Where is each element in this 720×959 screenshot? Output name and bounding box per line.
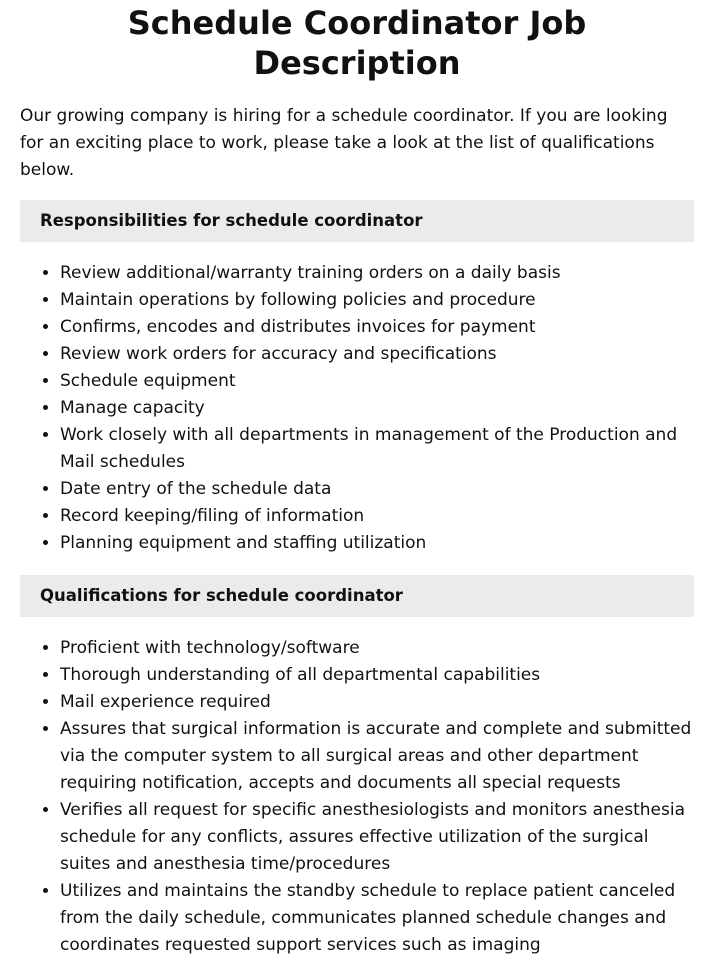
list-item: • Review additional/warranty training orders on a daily basis bbox=[60, 260, 694, 287]
list-item: • Work closely with all departments in management of the Production and Mail schedules bbox=[60, 422, 694, 476]
responsibilities-list bbox=[20, 260, 694, 557]
list-item: • Verifies all request for specific anesthesiologists and monitors anesthesia schedule for any conflicts, assures effective utilization of the surgical suites and anesthesia time/procedures bbox=[60, 797, 694, 878]
list-item: • Mail experience required bbox=[60, 689, 694, 716]
list-item: • Thorough understanding of all departmental capabilities bbox=[60, 662, 694, 689]
list-item: • Maintain operations by following policies and procedure bbox=[60, 287, 694, 314]
list-item: • Confirms, encodes and distributes invoices for payment bbox=[60, 314, 694, 341]
list-item: • Planning equipment and staffing utilization bbox=[60, 530, 694, 557]
responsibilities-heading: Responsibilities for schedule coordinator bbox=[20, 200, 694, 242]
list-item: • Assures that surgical information is accurate and complete and submitted via the computer system to all surgical areas and other department requiring notification, accepts and documents all special requests bbox=[60, 716, 694, 797]
page-title: Schedule Coordinator Job Description bbox=[127, 4, 587, 82]
list-item: • Date entry of the schedule data bbox=[60, 476, 694, 503]
list-item: • Manage capacity bbox=[60, 395, 694, 422]
list-item: • Record keeping/filing of information bbox=[60, 503, 694, 530]
intro-paragraph: Our growing company is hiring for a schedule coordinator. If you are looking for an exciting place to work, please take a look at the list of qualifications below. bbox=[20, 106, 668, 180]
list-item: • Schedule equipment bbox=[60, 368, 694, 395]
qualifications-heading: Qualifications for schedule coordinator bbox=[20, 575, 694, 617]
list-item: • Proficient with technology/software bbox=[60, 635, 694, 662]
qualifications-list bbox=[20, 635, 694, 959]
list-item: • Utilizes and maintains the standby schedule to replace patient canceled from the daily schedule, communicates planned schedule changes and coordinates requested support services such as imaging bbox=[60, 878, 694, 959]
list-item: • Review work orders for accuracy and specifications bbox=[60, 341, 694, 368]
